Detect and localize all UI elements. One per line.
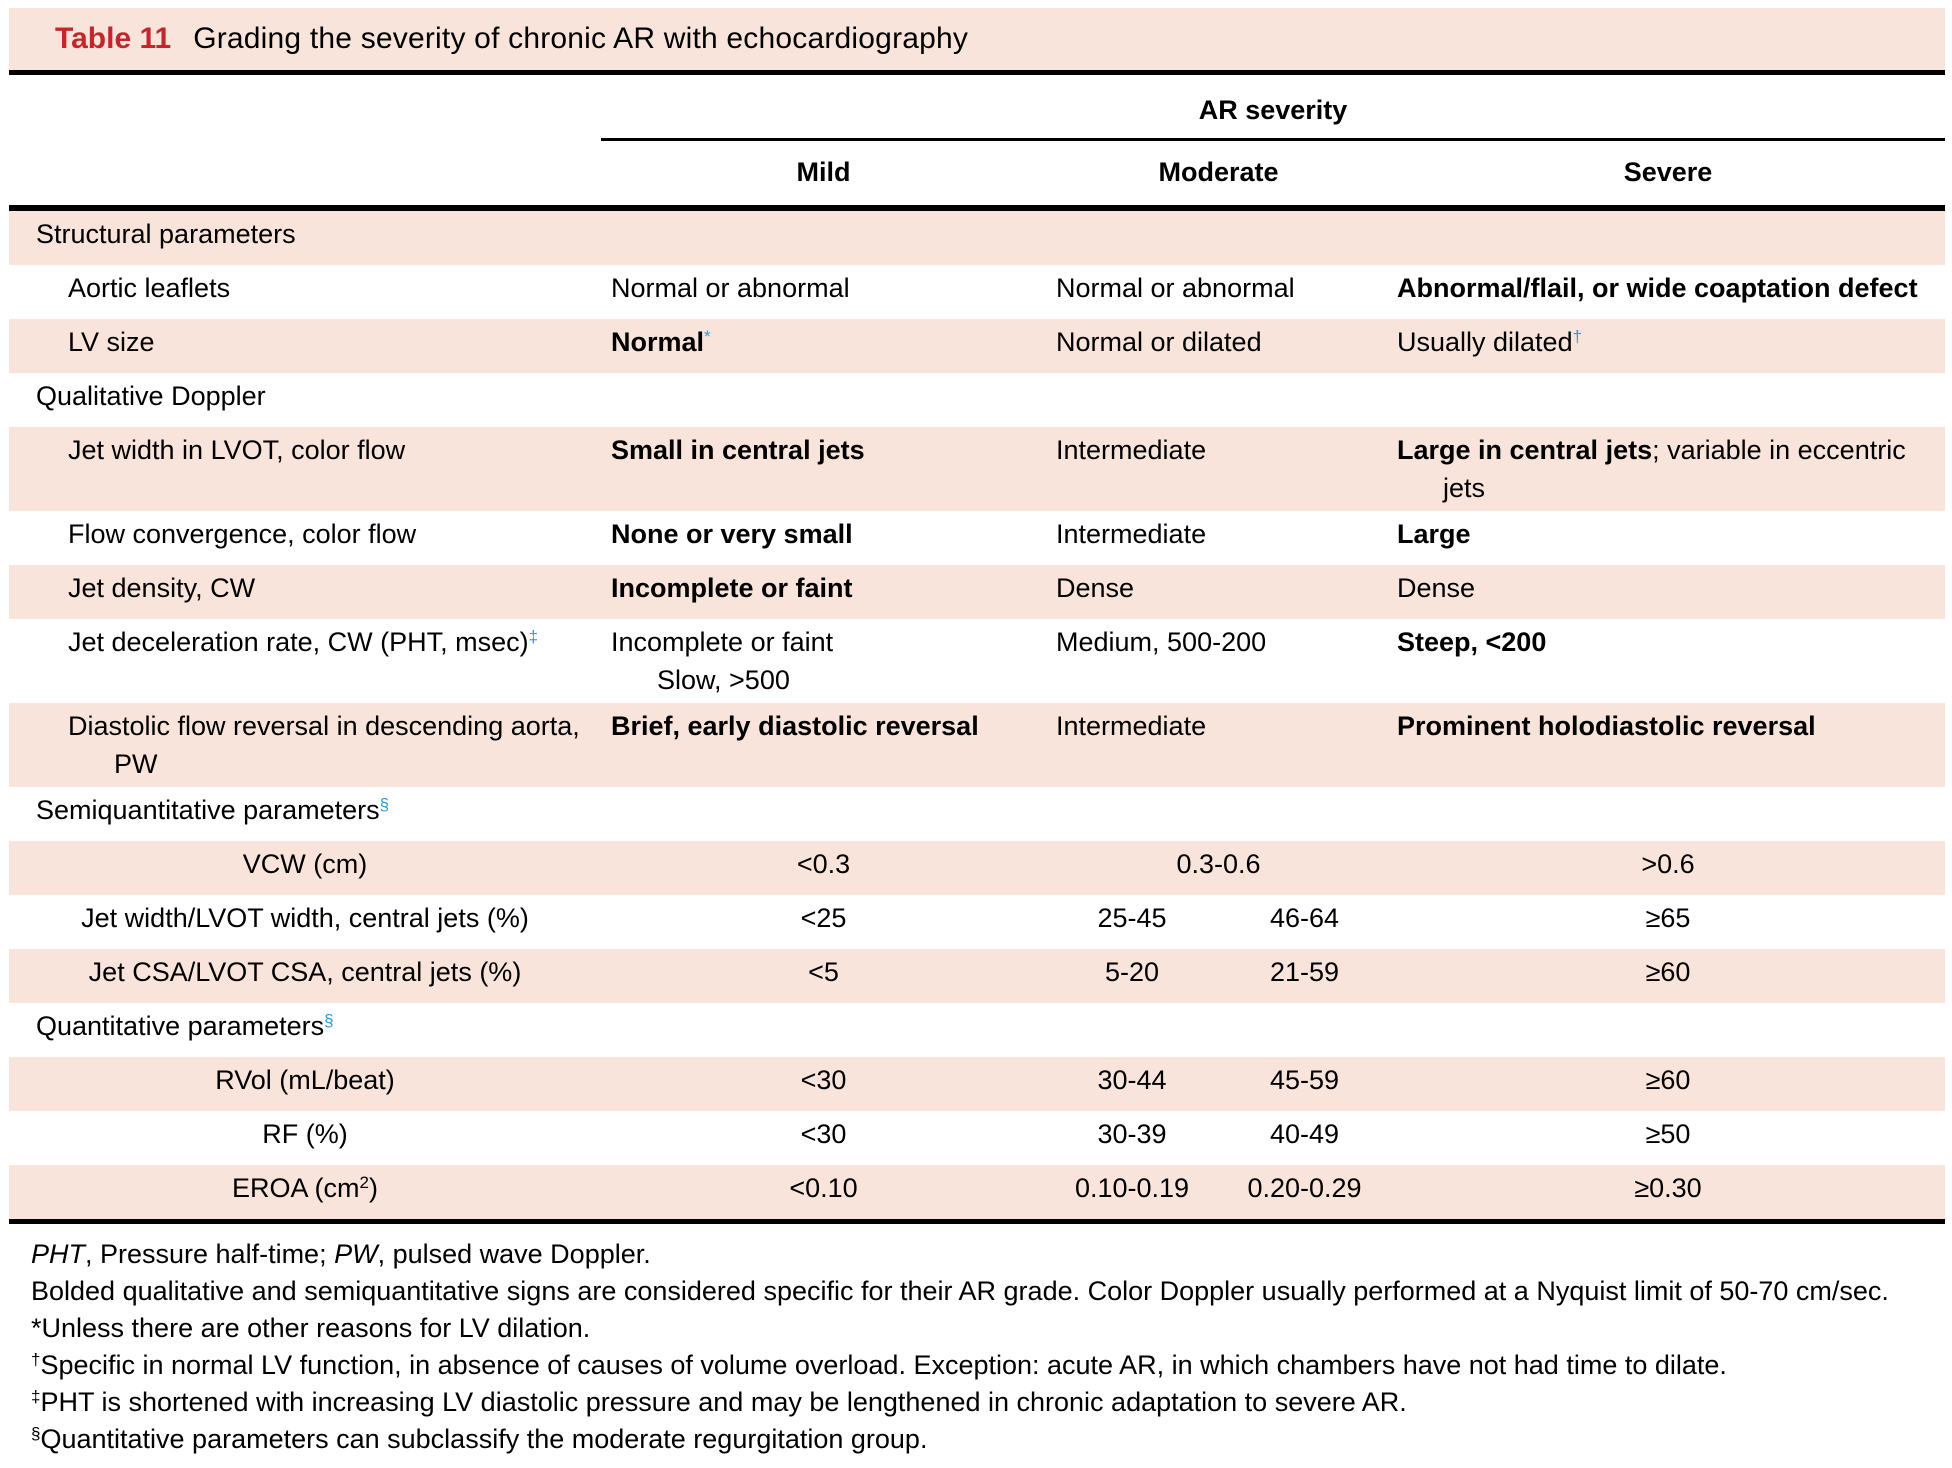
cell-moderate-high: 0.20-0.29 bbox=[1247, 1173, 1362, 1203]
cell-moderate: Intermediate bbox=[1056, 519, 1207, 549]
cell-moderate-low: 30-44 bbox=[1097, 1065, 1167, 1095]
cell-severe: Prominent holodiastolic reversal bbox=[1397, 711, 1816, 741]
row-label: Jet width in LVOT, color flow bbox=[68, 435, 406, 465]
cell-severe: Abnormal/flail, or wide coaptation defect bbox=[1397, 273, 1918, 303]
table-body bbox=[9, 211, 1945, 1219]
table-row bbox=[9, 895, 1945, 949]
cell-moderate: Medium, 500-200 bbox=[1056, 627, 1267, 657]
row-label: Jet density, CW bbox=[68, 573, 256, 603]
section-label: Semiquantitative parameters§ bbox=[36, 795, 390, 825]
cell-moderate: Normal or dilated bbox=[1056, 327, 1262, 357]
row-label: Jet width/LVOT width, central jets (%) bbox=[81, 903, 529, 933]
header-spacer bbox=[9, 91, 601, 129]
cell-severe: Steep, <200 bbox=[1397, 627, 1547, 657]
cell-moderate: Intermediate bbox=[1056, 435, 1207, 465]
table-row bbox=[9, 511, 1945, 565]
cell-mild: <30 bbox=[800, 1119, 847, 1149]
table-row bbox=[9, 841, 1945, 895]
cell-mild: None or very small bbox=[611, 519, 853, 549]
cell-moderate: 0.3-0.6 bbox=[1176, 849, 1261, 879]
cell-moderate-low: 0.10-0.19 bbox=[1074, 1173, 1190, 1203]
footnote-line: ‡PHT is shortened with increasing LV diastolic pressure and may be lengthened in chronic adaptation to severe AR. bbox=[31, 1387, 1407, 1417]
cell-moderate-high: 40-49 bbox=[1269, 1119, 1340, 1149]
footnote-line: PHT, Pressure half-time; PW, pulsed wave Doppler. bbox=[31, 1239, 651, 1269]
column-header-mild: Mild bbox=[796, 157, 851, 187]
header-spacer bbox=[9, 153, 601, 191]
section-label: Qualitative Doppler bbox=[36, 381, 266, 411]
table-content bbox=[9, 8, 1945, 1468]
row-label: VCW (cm) bbox=[242, 849, 368, 879]
footnote-line: Bolded qualitative and semiquantitative signs are considered specific for their AR grade. Color Doppler usually performed at a Nyquist limit of 50-70 cm/sec. bbox=[31, 1276, 1889, 1306]
cell-moderate-low: 25-45 bbox=[1097, 903, 1167, 933]
section-row bbox=[9, 211, 1945, 265]
cell-severe: Usually dilated† bbox=[1397, 327, 1583, 357]
cell-mild: <5 bbox=[808, 957, 839, 987]
table-caption: Grading the severity of chronic AR with echocardiography bbox=[193, 22, 969, 55]
cell-mild: Small in central jets bbox=[611, 435, 865, 465]
cell-moderate-high: 21-59 bbox=[1269, 957, 1340, 987]
row-label: Jet CSA/LVOT CSA, central jets (%) bbox=[88, 957, 522, 987]
cell-moderate: Dense bbox=[1056, 573, 1135, 603]
row-label: Aortic leaflets bbox=[68, 273, 231, 303]
table-row bbox=[9, 703, 1945, 787]
cell-moderate-low: 5-20 bbox=[1104, 957, 1160, 987]
section-label: Quantitative parameters§ bbox=[36, 1011, 334, 1041]
severity-columns-row bbox=[9, 141, 1945, 205]
section-row bbox=[9, 373, 1945, 427]
cell-mild: <0.3 bbox=[796, 849, 851, 879]
table-row bbox=[9, 1057, 1945, 1111]
cell-severe: >0.6 bbox=[1641, 849, 1695, 879]
cell-severe: ≥65 bbox=[1645, 903, 1691, 933]
cell-mild: Brief, early diastolic reversal bbox=[611, 711, 979, 741]
section-row bbox=[9, 1003, 1945, 1057]
cell-severe: ≥0.30 bbox=[1634, 1173, 1702, 1203]
row-label: Diastolic flow reversal in descending aorta, PW bbox=[68, 711, 580, 779]
cell-mild: <30 bbox=[800, 1065, 847, 1095]
table-title-band bbox=[9, 8, 1945, 70]
group-header-row bbox=[9, 75, 1945, 129]
cell-severe: Dense bbox=[1397, 573, 1476, 603]
row-label: EROA $(cm^2)$ bbox=[232, 1173, 378, 1203]
cell-moderate-high: 46-64 bbox=[1269, 903, 1340, 933]
cell-moderate-low: 30-39 bbox=[1097, 1119, 1167, 1149]
footnote-line: †Specific in normal LV function, in absence of causes of volume overload. Exception: acute AR, in which chambers have not had time to dilate. bbox=[31, 1350, 1727, 1380]
footnote-line: §Quantitative parameters can subclassify the moderate regurgitation group. bbox=[31, 1424, 928, 1454]
cell-mild: Incomplete or faint bbox=[611, 573, 853, 603]
row-label: LV size bbox=[68, 327, 155, 357]
row-label: Flow convergence, color flow bbox=[68, 519, 417, 549]
table-row bbox=[9, 1111, 1945, 1165]
table-row bbox=[9, 319, 1945, 373]
group-underline bbox=[601, 138, 1945, 141]
cell-mild: <0.10 bbox=[789, 1173, 858, 1203]
cell-moderate-high: 45-59 bbox=[1269, 1065, 1340, 1095]
footnotes bbox=[9, 1224, 1945, 1468]
cell-severe: Large in central jets; variable in eccentric jets bbox=[1397, 435, 1906, 503]
table-row bbox=[9, 265, 1945, 319]
table-row bbox=[9, 427, 1945, 511]
section-row bbox=[9, 787, 1945, 841]
table-row bbox=[9, 619, 1945, 703]
row-label: RF (%) bbox=[262, 1119, 348, 1149]
cell-severe: Large bbox=[1397, 519, 1471, 549]
group-header-label: AR severity bbox=[1198, 95, 1348, 125]
cell-mild: Normal* bbox=[611, 327, 711, 357]
section-label: Structural parameters bbox=[36, 219, 296, 249]
table-row bbox=[9, 1165, 1945, 1219]
table-row bbox=[9, 565, 1945, 619]
cell-moderate: Intermediate bbox=[1056, 711, 1207, 741]
table-number: Table 11 bbox=[55, 22, 172, 55]
group-underline-row bbox=[9, 129, 1945, 141]
row-label: RVol (mL/beat) bbox=[215, 1065, 395, 1095]
column-header-block bbox=[9, 75, 1945, 205]
column-header-severe: Severe bbox=[1623, 157, 1713, 187]
header-spacer bbox=[9, 129, 601, 141]
cell-moderate: Normal or abnormal bbox=[1056, 273, 1295, 303]
cell-severe: ≥60 bbox=[1645, 1065, 1691, 1095]
cell-mild: Normal or abnormal bbox=[611, 273, 850, 303]
cell-mild: Incomplete or faint Slow, >500 bbox=[611, 627, 834, 695]
cell-severe: ≥60 bbox=[1645, 957, 1691, 987]
table-row bbox=[9, 949, 1945, 1003]
cell-severe: ≥50 bbox=[1645, 1119, 1691, 1149]
cell-mild: <25 bbox=[800, 903, 847, 933]
column-header-moderate: Moderate bbox=[1158, 157, 1279, 187]
footnote-line: *Unless there are other reasons for LV dilation. bbox=[31, 1313, 591, 1343]
row-label: Jet deceleration rate, CW (PHT, msec)‡ bbox=[68, 627, 539, 657]
